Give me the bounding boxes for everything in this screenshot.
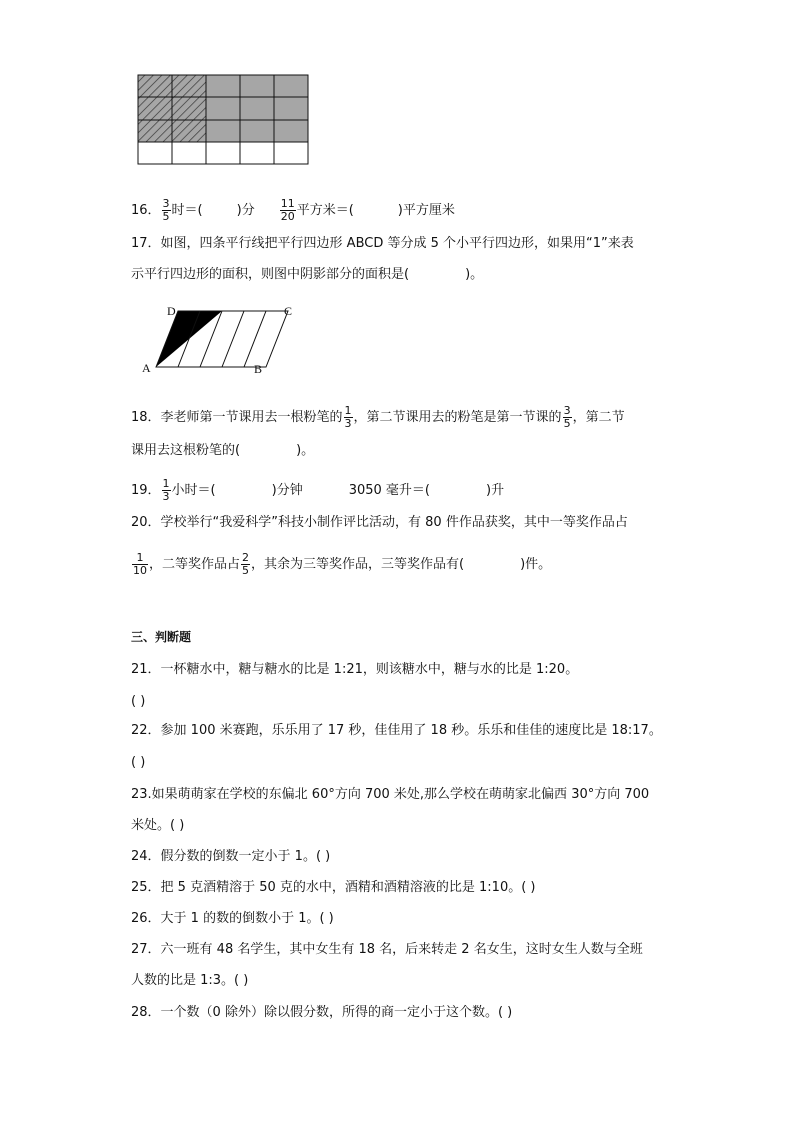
fraction: $\frac{1}{10}$: [133, 551, 147, 577]
question-19: 19． $\frac{1}{3}$ 小时＝( )分钟 3050 毫升＝( )升: [131, 477, 505, 503]
vertex-label-c: C: [284, 304, 293, 318]
question-18-line-1: 18．李老师第一节课用去一根粉笔的 $\frac{1}{3}$ ，第二节课用去的粉笔是第一节课的 $\frac{3}{5}$ ，第二节: [131, 404, 625, 430]
vertex-label-d: D: [167, 304, 176, 318]
vertex-label-b: B: [254, 362, 263, 376]
fraction: $\frac{1}{3}$: [344, 404, 352, 430]
question-26: 26．大于 1 的数的倒数小于 1。( ): [131, 911, 334, 926]
question-17-line-2: 示平行四边形的面积，则图中阴影部分的面积是( )。: [131, 267, 484, 282]
answer-paren-21: ( ): [131, 694, 146, 709]
section-title: 三、判断题: [131, 630, 192, 644]
fraction: $\frac{3}{5}$: [563, 404, 571, 430]
question-23-line-1: 23.如果萌萌家在学校的东偏北 60°方向 700 米处,那么学校在萌萌家北偏西 30°方向 700: [131, 787, 650, 802]
question-17-line-1: 17．如图，四条平行线把平行四边形 ABCD 等分成 5 个小平行四边形，如果用“1”来表: [131, 236, 634, 251]
question-27-line-1: 27．六一班有 48 名学生，其中女生有 18 名，后来转走 2 名女生，这时女生人数与全班: [131, 942, 643, 957]
vertex-label-a: A: [142, 361, 151, 375]
shaded-grid-figure: [137, 74, 310, 165]
parallelogram-figure: [138, 300, 298, 378]
question-22: 22．参加 100 米赛跑，乐乐用了 17 秒，佳佳用了 18 秒。乐乐和佳佳的速度比是 18:17。: [131, 723, 662, 738]
question-20-line-1: 20．学校举行“我爱科学”科技小制作评比活动，有 80 件作品获奖，其中一等奖作品占: [131, 515, 628, 530]
answer-paren-22: ( ): [131, 755, 146, 770]
question-23-line-2: 米处。( ): [131, 818, 185, 833]
question-16: 16． $\frac{3}{5}$ 时＝( )分 $\frac{11}{20}$ 平方米＝( )平方厘米: [131, 197, 455, 223]
fraction: $\frac{1}{3}$: [162, 477, 170, 503]
fraction: $\frac{2}{5}$: [242, 551, 250, 577]
question-21: 21．一杯糖水中，糖与糖水的比是 1:21，则该糖水中，糖与水的比是 1:20。: [131, 662, 579, 677]
question-25: 25．把 5 克酒精溶于 50 克的水中，酒精和酒精溶液的比是 1:10。( ): [131, 880, 536, 895]
question-number: 16．: [131, 203, 161, 218]
fraction: $\frac{11}{20}$: [280, 197, 295, 223]
question-24: 24．假分数的倒数一定小于 1。( ): [131, 849, 331, 864]
fraction: $\frac{3}{5}$: [162, 197, 170, 223]
question-28: 28．一个数（0 除外）除以假分数，所得的商一定小于这个数。( ): [131, 1005, 513, 1020]
question-27-line-2: 人数的比是 1:3。( ): [131, 973, 249, 988]
question-20-line-2: $\frac{1}{10}$ ，二等奖作品占 $\frac{2}{5}$ ，其余为三等奖作品，三等奖作品有( )件。: [133, 551, 552, 577]
question-18-line-2: 课用去这根粉笔的( )。: [131, 443, 315, 458]
